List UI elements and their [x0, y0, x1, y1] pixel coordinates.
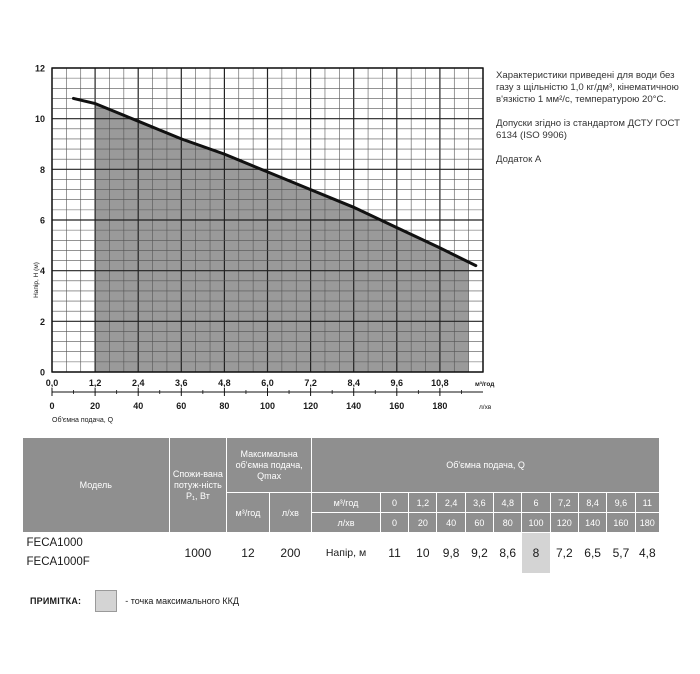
qmax-lmin-cell: 200 [269, 533, 311, 574]
footnote-label: ПРИМІТКА: [30, 596, 82, 606]
y-tick-label: 2 [39, 316, 45, 327]
flow-m3-cell: 1,2 [409, 493, 437, 513]
flow-m3-cell: 8,4 [578, 493, 606, 513]
efficiency-swatch [95, 590, 117, 612]
x-unit-label: м³/год [475, 381, 495, 388]
secondary-tick-label: 60 [176, 401, 187, 411]
secondary-tick-label: 120 [303, 401, 319, 411]
model-name: FECA1000F [26, 556, 90, 568]
flow-m3-cell: 7,2 [550, 493, 578, 513]
footnote [30, 589, 239, 613]
power-cell: 1000 [169, 533, 227, 574]
chart-notes [496, 70, 686, 178]
flow-unit-m3: м³/год [312, 493, 381, 513]
head-cell: 5,7 [607, 533, 635, 574]
flow-m3-cell: 3,6 [465, 493, 493, 513]
head-cell: 7,2 [550, 533, 578, 574]
qmax-unit-lmin: л/хв [269, 493, 311, 533]
y-tick-label: 12 [34, 63, 45, 74]
qmax-unit-m3: м³/год [227, 493, 269, 533]
y-tick-label: 6 [39, 215, 45, 226]
x-tick-label: 10,8 [431, 378, 449, 388]
head-cell: 8,6 [494, 533, 522, 574]
header-flow: Об'ємна подача, Q [312, 438, 660, 493]
flow-lmin-cell: 160 [607, 513, 635, 533]
head-cell: 6,5 [578, 533, 606, 574]
y-axis-label: Напір, Н (м) [33, 262, 40, 298]
x-tick-label: 3,6 [175, 378, 188, 388]
header-power: Спожи-вана потуж-ність P₁, Вт [169, 438, 227, 533]
flow-m3-cell: 2,4 [437, 493, 465, 513]
flow-lmin-cell: 140 [578, 513, 606, 533]
qmax-m3-cell: 12 [227, 533, 269, 574]
secondary-tick-label: 40 [133, 401, 144, 411]
head-cell-max-efficiency: 8 [522, 533, 550, 574]
flow-m3-cell: 4,8 [494, 493, 522, 513]
head-cell: 10 [409, 533, 437, 574]
flow-m3-cell: 9,6 [607, 493, 635, 513]
head-cell: 9,8 [437, 533, 465, 574]
note-conditions: Характеристики приведені для води без газу з щільністю 1,0 кг/дм³, кінематичною в'язкістю 1 мм²/с, температурою 20°С. [496, 70, 679, 105]
flow-m3-cell: 11 [635, 493, 659, 513]
y-tick-label: 10 [34, 114, 45, 125]
y-tick-label: 4 [39, 266, 45, 277]
secondary-tick-label: 180 [432, 401, 448, 411]
flow-lmin-cell: 100 [522, 513, 550, 533]
x-tick-label: 0,0 [45, 378, 59, 388]
secondary-unit-label: л/хв [479, 404, 492, 411]
head-cell: 4,8 [635, 533, 659, 574]
x-axis-label: Об'ємна подача, Q [52, 417, 114, 424]
x-tick-label: 2,4 [131, 378, 145, 388]
flow-lmin-cell: 20 [409, 513, 437, 533]
note-standard: Допуски згідно із стандартом ДСТУ ГОСТ 6134 (ISO 9906) [496, 118, 680, 141]
flow-lmin-cell: 180 [635, 513, 659, 533]
flow-lmin-cell: 60 [465, 513, 493, 533]
spec-table [22, 437, 660, 574]
secondary-tick-label: 20 [90, 401, 101, 411]
flow-lmin-cell: 80 [494, 513, 522, 533]
flow-lmin-cell: 0 [380, 513, 408, 533]
note-appendix: Додаток А [496, 154, 542, 165]
secondary-tick-label: 160 [389, 401, 405, 411]
header-model: Модель [23, 438, 170, 533]
secondary-tick-label: 80 [219, 401, 230, 411]
x-tick-label: 6,0 [261, 378, 274, 388]
x-tick-label: 7,2 [304, 378, 317, 388]
y-tick-label: 8 [39, 164, 45, 175]
model-name: FECA1000 [26, 537, 83, 549]
flow-lmin-cell: 120 [550, 513, 578, 533]
flow-lmin-cell: 40 [437, 513, 465, 533]
flow-m3-cell: 6 [522, 493, 550, 513]
secondary-tick-label: 140 [346, 401, 362, 411]
x-tick-label: 1,2 [88, 378, 102, 388]
y-tick-label: 0 [39, 367, 45, 378]
x-tick-label: 4,8 [218, 378, 231, 388]
x-tick-label: 9,6 [390, 378, 404, 388]
table-row [23, 533, 660, 574]
secondary-tick-label: 100 [259, 401, 276, 411]
footnote-text: - точка максимального ККД [125, 596, 239, 606]
head-cell: 11 [380, 533, 408, 574]
model-cell [23, 533, 170, 574]
flow-m3-cell: 0 [380, 493, 408, 513]
x-tick-label: 8,4 [347, 378, 360, 388]
secondary-tick-label: 0 [49, 401, 55, 411]
header-qmax: Максимальна об'ємна подача, Qmax [227, 438, 312, 493]
head-label: Напір, м [312, 533, 381, 574]
flow-unit-lmin: л/хв [312, 513, 381, 533]
head-cell: 9,2 [465, 533, 493, 574]
